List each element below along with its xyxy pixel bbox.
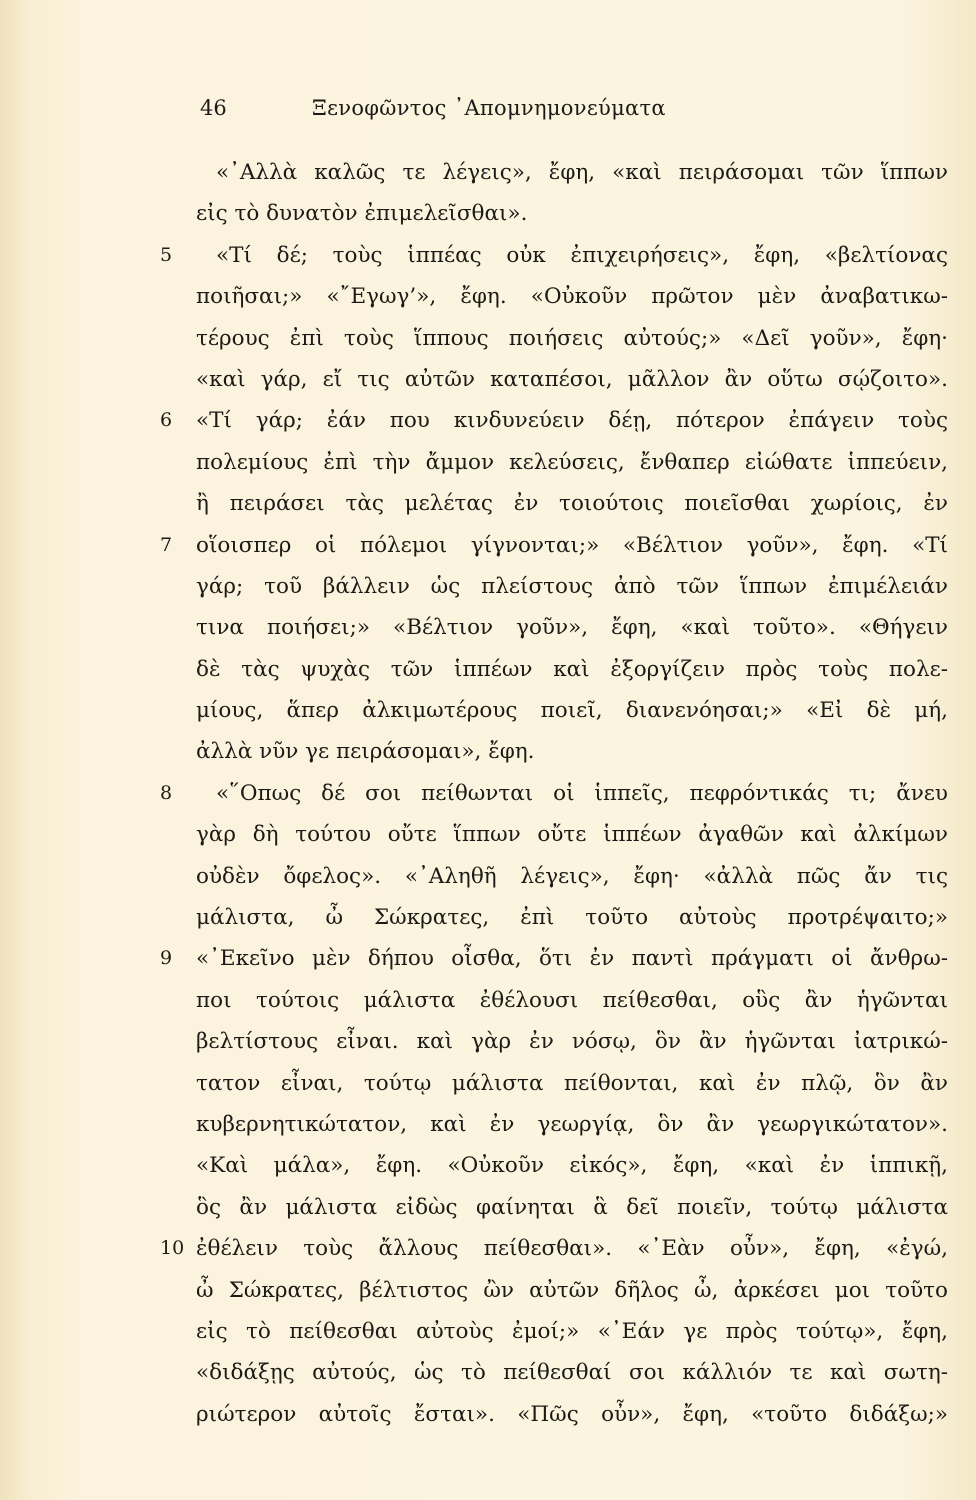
text-line: [160, 980, 950, 1021]
line-text: ποιῆσαι;» «῎Εγωγ’», ἔφη. «Οὐκοῦν πρῶτον μὲν ἀναβατικω-: [196, 284, 948, 310]
text-line: [160, 1228, 950, 1269]
text-line: [160, 938, 950, 979]
line-text: δὲ τὰς ψυχὰς τῶν ἱππέων καὶ ἐξοργίζειν πρὸς τοὺς πολε-: [196, 656, 948, 682]
text-line: [160, 1187, 950, 1228]
text-line: [160, 690, 950, 731]
line-text: ἀλλὰ νῦν γε πειράσομαι», ἔφη.: [196, 739, 535, 765]
section-number: 8: [160, 781, 173, 804]
line-text: γάρ; τοῦ βάλλειν ὡς πλείστους ἀπὸ τῶν ἵππων ἐπιμέλειάν: [196, 573, 948, 599]
text-line: [160, 1104, 950, 1145]
text-line: [160, 856, 950, 897]
text-line: [160, 1063, 950, 1104]
text-line: [160, 442, 950, 483]
line-text: «διδάξῃς αὐτούς, ὡς τὸ πείθεσθαί σοι κάλλιόν τε καὶ σωτη-: [196, 1360, 948, 1386]
line-text: ριώτερον αὐτοῖς ἔσται». «Πῶς οὖν», ἔφη, «τοῦτο διδάξω;»: [196, 1401, 948, 1427]
running-title: Ξενοφῶντος ᾿Απομνημονεύματα: [312, 96, 666, 120]
text-line: [160, 607, 950, 648]
text-line: [160, 525, 950, 566]
text-line: [160, 1394, 950, 1435]
line-text: μάλιστα, ὦ Σώκρατες, ἐπὶ τοῦτο αὐτοὺς προτρέψαιτο;»: [196, 905, 948, 931]
line-text: οἵοισπερ οἱ πόλεμοι γίγνονται;» «Βέλτιον γοῦν», ἔφη. «Τί: [196, 532, 948, 558]
line-text: «Καὶ μάλα», ἔφη. «Οὐκοῦν εἰκός», ἔφη, «καὶ ἐν ἱππικῇ,: [196, 1153, 948, 1179]
line-text: βελτίστους εἶναι. καὶ γὰρ ἐν νόσῳ, ὃν ἂν ἡγῶνται ἰατρικώ-: [196, 1029, 948, 1055]
line-text: «῞Οπως δέ σοι πείθωνται οἱ ἱππεῖς, πεφρόντικάς τι; ἄνευ: [216, 780, 948, 806]
page-number: 46: [200, 96, 227, 120]
line-text: τέρους ἐπὶ τοὺς ἵππους ποιήσεις αὐτούς;» «Δεῖ γοῦν», ἔφη·: [196, 325, 948, 351]
text-line: [160, 483, 950, 524]
line-text: «᾿Αλλὰ καλῶς τε λέγεις», ἔφη, «καὶ πειράσομαι τῶν ἵππων: [216, 160, 948, 185]
page-header: [200, 96, 760, 136]
text-line: [160, 649, 950, 690]
line-text: τατον εἶναι, τούτῳ μάλιστα πείθονται, καὶ ἐν πλῷ, ὃν ἂν: [196, 1070, 948, 1096]
line-text: μίους, ἅπερ ἀλκιμωτέρους ποιεῖ, διανενόησαι;» «Εἰ δὲ μή,: [196, 698, 948, 724]
section-number: 5: [160, 243, 173, 266]
line-text: ἐθέλειν τοὺς ἄλλους πείθεσθαι». «᾿Εὰν οὖν», ἔφη, «ἐγώ,: [196, 1236, 948, 1262]
line-text: «᾿Εκεῖνο μὲν δήπου οἶσθα, ὅτι ἐν παντὶ πράγματι οἱ ἄνθρω-: [196, 946, 948, 972]
text-line: [160, 400, 950, 441]
line-text: «καὶ γάρ, εἴ τις αὐτῶν καταπέσοι, μᾶλλον ἂν οὕτω σῴζοιτο».: [196, 366, 948, 392]
text-line: [160, 276, 950, 317]
line-text: πολεμίους ἐπὶ τὴν ἄμμον κελεύσεις, ἔνθαπερ εἰώθατε ἱππεύειν,: [196, 449, 948, 475]
text-line: [160, 566, 950, 607]
line-text: οὐδὲν ὄφελος». «᾿Αληθῆ λέγεις», ἔφη· «ἀλλὰ πῶς ἄν τις: [196, 863, 948, 889]
text-line: [160, 814, 950, 855]
text-line: [160, 1270, 950, 1311]
line-text: τινα ποιήσει;» «Βέλτιον γοῦν», ἔφη, «καὶ τοῦτο». «Θήγειν: [196, 615, 948, 641]
line-text: γὰρ δὴ τούτου οὔτε ἵππων οὔτε ἱππέων ἀγαθῶν καὶ ἀλκίμων: [196, 822, 948, 848]
section-number: 10: [160, 1237, 185, 1260]
line-text: ἢ πειράσει τὰς μελέτας ἐν τοιούτοις ποιεῖσθαι χωρίοις, ἐν: [196, 491, 948, 517]
section-number: 6: [160, 409, 173, 432]
text-line: [160, 1021, 950, 1062]
line-text: εἰς τὸ δυνατὸν ἐπιμελεῖσθαι».: [196, 201, 528, 227]
line-text: εἰς τὸ πείθεσθαι αὐτοὺς ἐμοί;» «᾿Εάν γε πρὸς τούτῳ», ἔφη,: [196, 1318, 948, 1344]
text-line: [160, 1352, 950, 1393]
text-line: [160, 773, 950, 814]
text-line: [160, 731, 950, 772]
text-line: [160, 235, 950, 276]
body-text: [160, 152, 950, 1435]
text-line: [160, 152, 950, 193]
text-line: [160, 193, 950, 234]
text-line: [160, 897, 950, 938]
text-line: [160, 318, 950, 359]
section-number: 9: [160, 947, 173, 970]
text-line: [160, 1311, 950, 1352]
line-text: ὃς ἂν μάλιστα εἰδὼς φαίνηται ἃ δεῖ ποιεῖν, τούτῳ μάλιστα: [196, 1194, 948, 1220]
line-text: «Τί γάρ; ἐάν που κινδυνεύειν δέῃ, πότερον ἐπάγειν τοὺς: [196, 408, 948, 434]
section-number: 7: [160, 533, 173, 556]
text-line: [160, 1145, 950, 1186]
line-text: ποι τούτοις μάλιστα ἐθέλουσι πείθεσθαι, οὓς ἂν ἡγῶνται: [196, 987, 948, 1013]
line-text: ὦ Σώκρατες, βέλτιστος ὢν αὐτῶν δῆλος ὦ, ἀρκέσει μοι τοῦτο: [196, 1277, 948, 1303]
text-line: [160, 359, 950, 400]
line-text: κυβερνητικώτατον, καὶ ἐν γεωργίᾳ, ὃν ἂν γεωργικώτατον».: [196, 1111, 948, 1137]
line-text: «Τί δέ; τοὺς ἱππέας οὐκ ἐπιχειρήσεις», ἔφη, «βελτίονας: [216, 242, 948, 268]
